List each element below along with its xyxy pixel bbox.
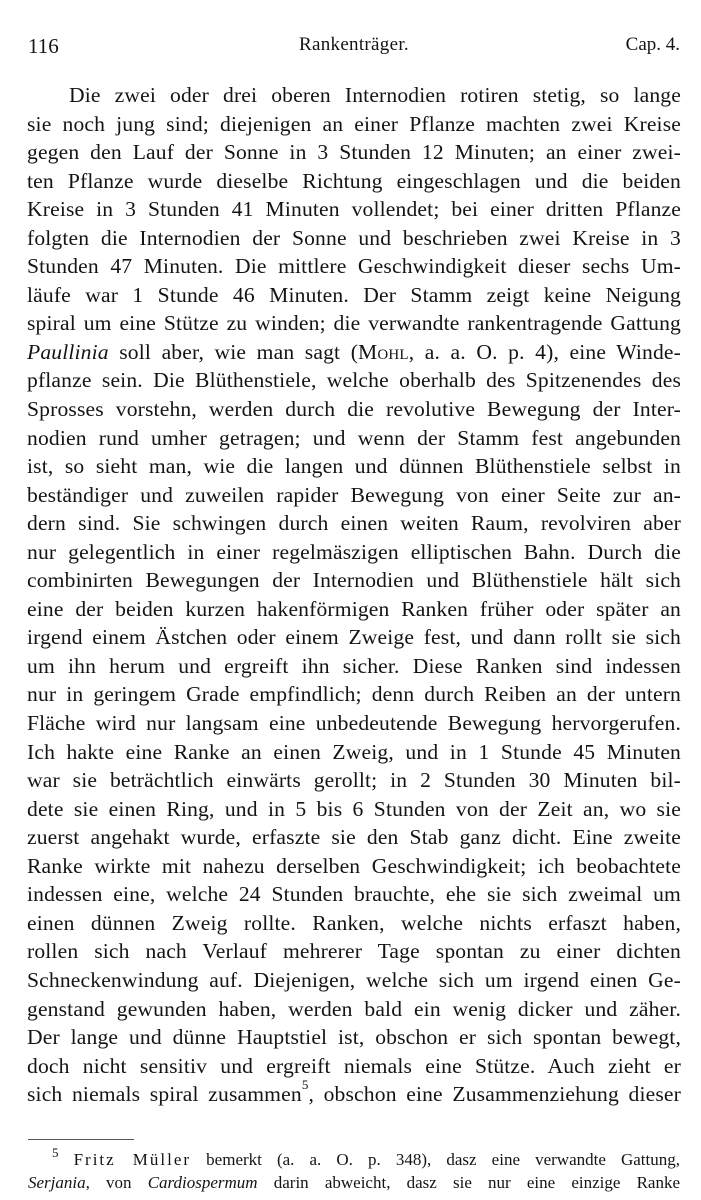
text-line: um ihn herum und ergreift ihn sicher. Diese Ranken sind indessen — [27, 653, 681, 678]
text-line: Fläche wird nur langsam eine unbedeutende Bewegung hervorgerufen. — [27, 711, 681, 736]
text-line — [27, 1077, 681, 1109]
author-name: Mohl — [358, 339, 409, 364]
footnote-genus-2: Cardiospermum — [147, 1173, 258, 1192]
footnote-ref: 5 — [301, 1077, 309, 1093]
text-line: Der lange und dünne Hauptstiel ist, obschon er sich spontan bewegt, — [27, 1025, 681, 1050]
text-line: genstand gewunden haben, werden bald ein wenig dicker und zäher. — [27, 996, 681, 1021]
genus-name: Paullinia — [27, 339, 109, 364]
text-line: combinirten Bewegungen der Internodien und Blüthenstiele hält sich — [27, 568, 681, 593]
text-line: nur in geringem Grade empfindlich; denn durch Reiben an der untern — [27, 682, 681, 707]
text-span: sich niemals spiral zusammen — [27, 1082, 302, 1107]
running-header — [28, 34, 680, 62]
footnote-line — [28, 1145, 680, 1171]
text-line: ist, so sieht man, wie die langen und dünnen Blüthenstiele selbst in — [27, 454, 681, 479]
page-number: 116 — [28, 34, 59, 58]
text-line: irgend einem Ästchen oder einem Zweige fest, und dann rollt sie sich — [27, 625, 681, 650]
body-text — [27, 81, 681, 1109]
text-line: eine der beiden kurzen hakenförmigen Ranken früher oder später an — [27, 596, 681, 621]
footnote-divider — [28, 1139, 134, 1140]
text-span: , a. a. O. p. 4), eine Winde- — [408, 339, 681, 364]
text-line: dern sind. Sie schwingen durch einen weiten Raum, revolviren aber — [27, 511, 681, 536]
chapter-label: Cap. 4. — [625, 34, 680, 55]
text-line: einen dünnen Zweig rollte. Ranken, welche nichts erfaszt haben, — [27, 910, 681, 935]
text-line: pflanze sein. Die Blüthenstiele, welche oberhalb des Spitzenendes des — [27, 368, 681, 393]
text-line: gegen den Lauf der Sonne in 3 Stunden 12 Minuten; an einer zwei- — [27, 140, 681, 165]
footnote-genus-1: Serjania — [28, 1173, 86, 1192]
text-line: nodien rund umher getragen; und wenn der Stamm fest angebunden — [27, 425, 681, 450]
text-line: sie noch jung sind; diejenigen an einer Pflanze machten zwei Kreise — [27, 111, 681, 136]
text-line: beständiger und zuweilen rapider Bewegung von einer Seite zur an- — [27, 482, 681, 507]
text-line — [27, 338, 681, 367]
footnote-text: , von — [85, 1173, 148, 1192]
text-line: rollen sich nach Verlauf mehrerer Tage spontan zu einer dichten — [27, 939, 681, 964]
text-line: folgten die Internodien der Sonne und beschrieben zwei Kreise in 3 — [27, 225, 681, 250]
text-line: Schneckenwindung auf. Diejenigen, welche sich um irgend einen Ge- — [27, 967, 681, 992]
text-span: soll aber, wie man sagt ( — [108, 339, 359, 364]
text-line: doch nicht sensitiv und ergreift niemals eine Stütze. Auch zieht er — [27, 1053, 681, 1078]
text-line: Kreise in 3 Stunden 41 Minuten vollendet; bei einer dritten Pflanze — [27, 197, 681, 222]
footnote-author: Fritz Müller — [73, 1150, 192, 1169]
text-line: Stunden 47 Minuten. Die mittlere Geschwindigkeit dieser sechs Um- — [27, 254, 681, 279]
footnote-marker: 5 — [52, 1145, 59, 1160]
footnote-text: bemerkt (a. a. O. p. 348), dasz eine verwandte Gattung, — [191, 1150, 680, 1169]
footnote-text: darin abweicht, dasz sie nur eine einzige Ranke — [257, 1173, 680, 1192]
text-line: spiral um eine Stütze zu winden; die verwandte rankentragende Gattung — [27, 311, 681, 336]
text-line: war sie beträchtlich einwärts gerollt; in 2 Stunden 30 Minuten bil- — [27, 768, 681, 793]
text-line: Sprosses vorstehn, werden durch die revolutive Bewegung der Inter- — [27, 397, 681, 422]
running-title: Rankenträger. — [299, 34, 409, 55]
text-span: , obschon eine Zusammenziehung dieser — [308, 1082, 681, 1107]
text-line: dete sie einen Ring, und in 5 bis 6 Stunden von der Zeit an, wo sie — [27, 796, 681, 821]
text-line: indessen eine, welche 24 Stunden brauchte, ehe sie sich zweimal um — [27, 882, 681, 907]
text-line: zuerst angehakt wurde, erfaszte sie den Stab ganz dicht. Eine zweite — [27, 825, 681, 850]
footnote — [28, 1145, 680, 1194]
text-line: nur gelegentlich in einer regelmäszigen elliptischen Bahn. Durch die — [27, 539, 681, 564]
text-line: Die zwei oder drei oberen Internodien rotiren stetig, so lange — [69, 83, 681, 107]
text-line: ten Pflanze wurde dieselbe Richtung eingeschlagen und die beiden — [27, 168, 681, 193]
text-line: läufe war 1 Stunde 46 Minuten. Der Stamm zeigt keine Neigung — [27, 282, 681, 307]
text-line: Ranke wirkte mit nahezu derselben Geschwindigkeit; ich beobachtete — [27, 853, 681, 878]
text-line: Ich hakte eine Ranke an einen Zweig, und in 1 Stunde 45 Minuten — [27, 739, 681, 764]
footnote-line — [28, 1171, 680, 1194]
